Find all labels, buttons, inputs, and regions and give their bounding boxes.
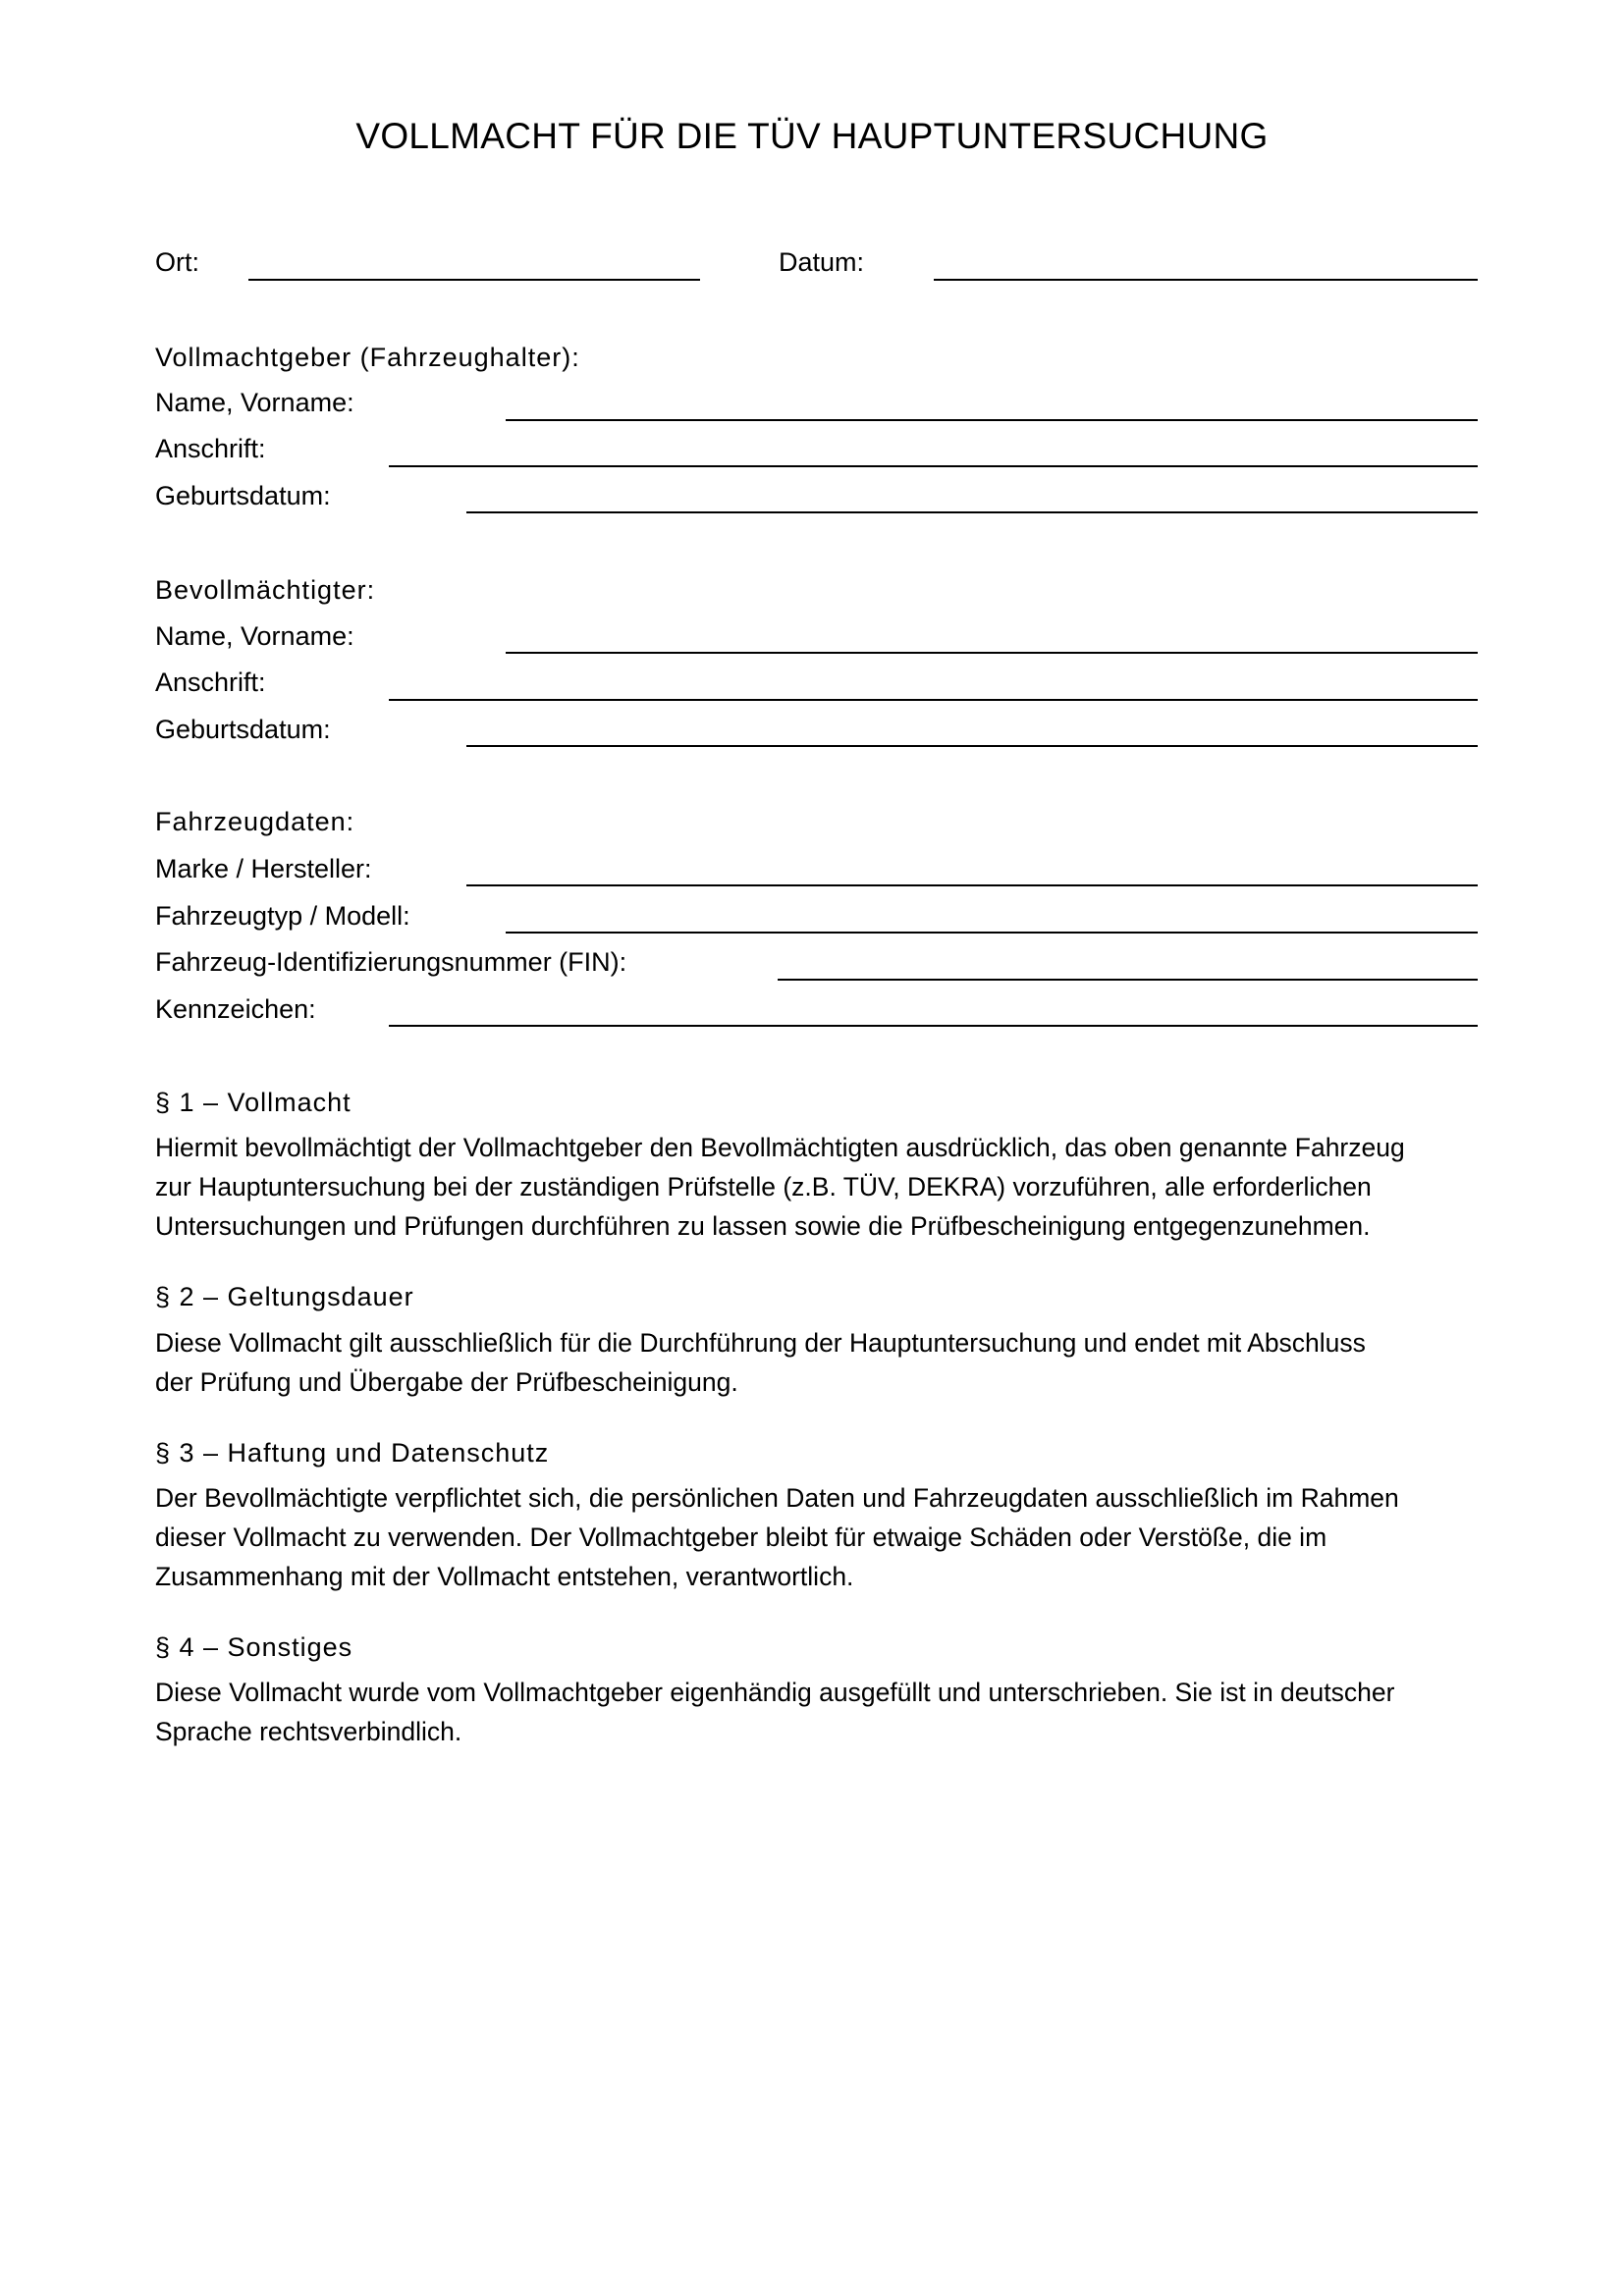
section-3-line: dieser Vollmacht zu verwenden. Der Vollmachtgeber bleibt für etwaige Schäden oder Verstöße, die im: [155, 1522, 1327, 1552]
ort-field[interactable]: [248, 279, 700, 281]
ort-label: Ort:: [155, 247, 199, 277]
section-3-body: [155, 1478, 1490, 1596]
section-1-body: [155, 1128, 1490, 1246]
section-3-line: Zusammenhang mit der Vollmacht entstehen, verantwortlich.: [155, 1562, 854, 1591]
section-3-line: Der Bevollmächtigte verpflichtet sich, die persönlichen Daten und Fahrzeugdaten ausschließlich im Rahmen: [155, 1483, 1399, 1513]
vollmachtgeber-geburtsdatum-field[interactable]: [466, 511, 1478, 513]
datum-field[interactable]: [934, 279, 1478, 281]
bevollmaechtigter-anschrift-field[interactable]: [389, 699, 1478, 701]
section-2-line: Diese Vollmacht gilt ausschließlich für die Durchführung der Hauptuntersuchung und endet mit Abschluss: [155, 1328, 1366, 1358]
section-4-line: Diese Vollmacht wurde vom Vollmachtgeber eigenhändig ausgefüllt und unterschrieben. Sie ist in deutscher: [155, 1678, 1395, 1707]
fahrzeug-typ-field[interactable]: [506, 932, 1478, 934]
fahrzeug-kennzeichen-label: Kennzeichen:: [155, 994, 316, 1024]
vollmachtgeber-heading: Vollmachtgeber (Fahrzeughalter):: [155, 343, 580, 372]
vollmachtgeber-name-label: Name, Vorname:: [155, 388, 354, 417]
bevollmaechtigter-anschrift-label: Anschrift:: [155, 667, 266, 697]
bevollmaechtigter-heading: Bevollmächtigter:: [155, 575, 376, 605]
section-4-line: Sprache rechtsverbindlich.: [155, 1717, 462, 1746]
document-title: VOLLMACHT FÜR DIE TÜV HAUPTUNTERSUCHUNG: [355, 116, 1269, 156]
section-1-line: Untersuchungen und Prüfungen durchführen zu lassen sowie die Prüfbescheinigung entgegenzunehmen.: [155, 1211, 1371, 1241]
section-1-line: Hiermit bevollmächtigt der Vollmachtgeber den Bevollmächtigten ausdrücklich, das oben genannte Fahrzeug: [155, 1133, 1405, 1162]
bevollmaechtigter-name-field[interactable]: [506, 652, 1478, 654]
vollmachtgeber-anschrift-field[interactable]: [389, 465, 1478, 467]
fahrzeug-fin-label: Fahrzeug-Identifizierungsnummer (FIN):: [155, 947, 627, 977]
section-2-body: [155, 1323, 1490, 1402]
vollmachtgeber-name-field[interactable]: [506, 419, 1478, 421]
section-1-line: zur Hauptuntersuchung bei der zuständigen Prüfstelle (z.B. TÜV, DEKRA) vorzuführen, alle erforderlichen: [155, 1172, 1372, 1201]
section-4-body: [155, 1673, 1490, 1751]
bevollmaechtigter-geburtsdatum-label: Geburtsdatum:: [155, 715, 331, 744]
datum-label: Datum:: [779, 247, 865, 277]
fahrzeug-typ-label: Fahrzeugtyp / Modell:: [155, 901, 410, 931]
vollmachtgeber-anschrift-label: Anschrift:: [155, 434, 266, 463]
fahrzeug-marke-field[interactable]: [466, 884, 1478, 886]
bevollmaechtigter-geburtsdatum-field[interactable]: [466, 745, 1478, 747]
bevollmaechtigter-name-label: Name, Vorname:: [155, 621, 354, 651]
section-2-line: der Prüfung und Übergabe der Prüfbescheinigung.: [155, 1367, 738, 1397]
section-4-heading: § 4 – Sonstiges: [155, 1632, 353, 1662]
section-3-heading: § 3 – Haftung und Datenschutz: [155, 1438, 550, 1468]
fahrzeug-fin-field[interactable]: [778, 979, 1478, 981]
section-2-heading: § 2 – Geltungsdauer: [155, 1282, 414, 1311]
section-1-heading: § 1 – Vollmacht: [155, 1088, 352, 1117]
vollmachtgeber-geburtsdatum-label: Geburtsdatum:: [155, 481, 331, 510]
fahrzeug-marke-label: Marke / Hersteller:: [155, 854, 372, 883]
fahrzeug-heading: Fahrzeugdaten:: [155, 807, 355, 836]
fahrzeug-kennzeichen-field[interactable]: [389, 1025, 1478, 1027]
